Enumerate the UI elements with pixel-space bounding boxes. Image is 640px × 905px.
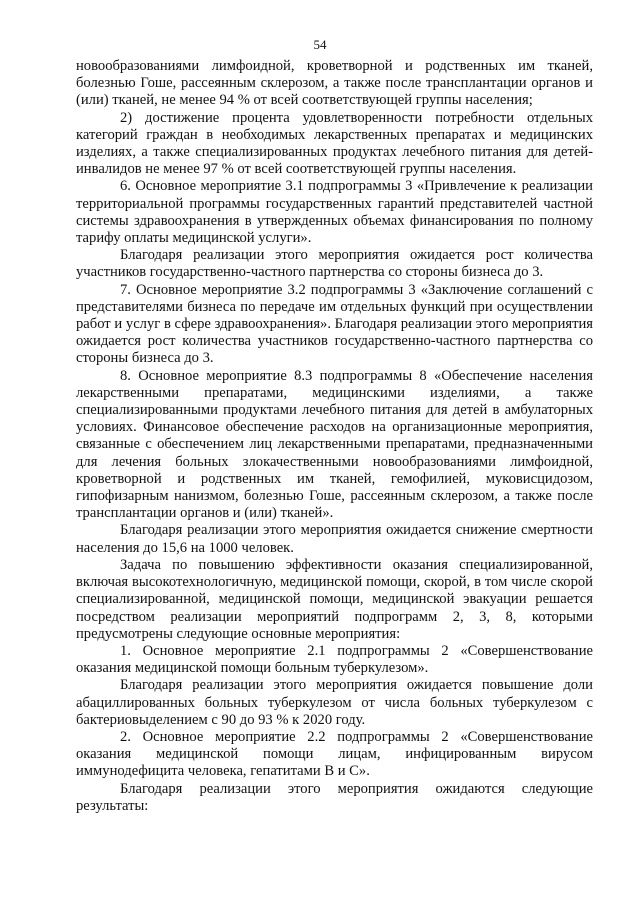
paragraph-measure-2-1: 1. Основное мероприятие 2.1 подпрограммы 2 «Совершенствование оказания медицинской помощи больным туберкулезом». (76, 642, 593, 677)
paragraph-result-6: Благодаря реализации этого мероприятия ожидается рост количества участников государственно-частного партнерства со стороны бизнеса до 3. (76, 247, 593, 281)
paragraph-task: Задача по повышению эффективности оказания специализированной, включая высокотехнологичную, медицинской помощи, скорой, в том числе скорой специализированной, медицинской помощи, медицинской эвакуации решается посредством реализации мероприятий подпрограмм 2, 3, 8, которыми предусмотрены следующие основные мероприятия: (76, 556, 593, 642)
paragraph-measure-2-2: 2. Основное мероприятие 2.2 подпрограммы 2 «Совершенствование оказания медицинской помощи лицам, инфицированным вирусом иммунодефицита человека, гепатитами В и С». (76, 728, 593, 780)
paragraph-result-8: Благодаря реализации этого мероприятия ожидается снижение смертности населения до 15,6 на 1000 человек. (76, 522, 593, 556)
page-number: 54 (313, 37, 327, 52)
document-body (76, 58, 593, 815)
paragraph-continuation: новообразованиями лимфоидной, кроветворной и родственных им тканей, болезнью Гоше, рассеянным склерозом, а также после трансплантации органов и (или) тканей, не менее 94 % от всей соответствующей группы населения; (76, 58, 593, 109)
paragraph-item-2: 2) достижение процента удовлетворенности потребности отдельных категорий граждан в необходимых лекарственных препаратах и медицинских изделиях, а также специализированных продуктах лечебного питания для детей-инвалидов не менее 97 % от всей соответствующей группы населения. (76, 109, 593, 178)
paragraph-item-7: 7. Основное мероприятие 3.2 подпрограммы 3 «Заключение соглашений с представителями бизнеса по передаче им отдельных функций при осуществлении работ и услуг в сфере здравоохранения». Благодаря реализации этого мероприятия ожидается рост количества участников государственно-частного партнерства со стороны бизнеса до 3. (76, 281, 593, 367)
paragraph-item-6: 6. Основное мероприятие 3.1 подпрограммы 3 «Привлечение к реализации территориальной программы государственных гарантий представителей частной системы здравоохранения в утвержденных объемах финансирования по полному тарифу оплаты медицинской услуги». (76, 178, 593, 247)
paragraph-item-8: 8. Основное мероприятие 8.3 подпрограммы 8 «Обеспечение населения лекарственными препаратами, медицинскими изделиями, а также специализированными продуктами лечебного питания для детей в амбулаторных условиях. Финансовое обеспечение расходов на организационные мероприятия, связанные с обеспечением лиц лекарственными препаратами, предназначенными для лечения больных злокачественными новообразованиями лимфоидной, кроветворной и родственных им тканей, гемофилией, муковисцидозом, гипофизарным нанизмом, болезнью Гоше, рассеянным склерозом, а также после трансплантации органов и (или) тканей». (76, 367, 593, 522)
paragraph-result-2-1: Благодаря реализации этого мероприятия ожидается повышение доли абациллированных больных туберкулезом от числа больных туберкулезом с бактериовыделением с 90 до 93 % к 2020 году. (76, 677, 593, 728)
paragraph-result-2-2: Благодаря реализации этого мероприятия ожидаются следующие результаты: (76, 780, 593, 814)
